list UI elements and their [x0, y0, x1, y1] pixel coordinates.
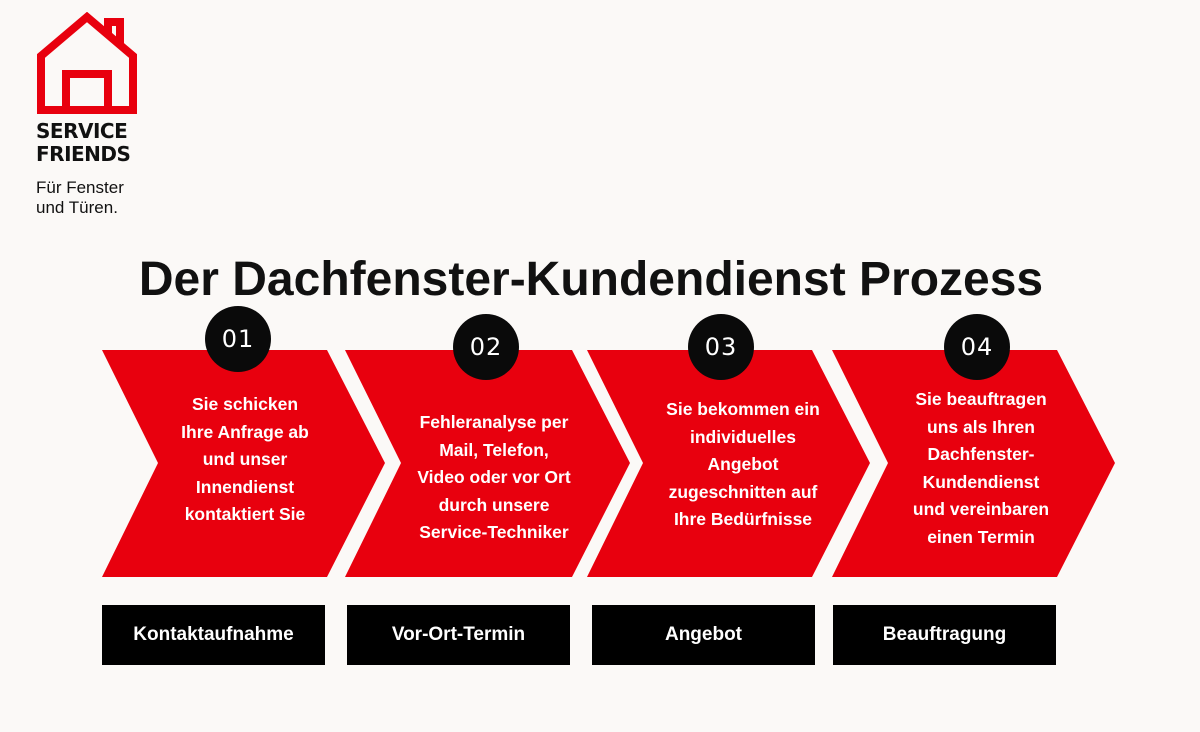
step-4-number-badge: 04 [944, 314, 1010, 380]
step-3-number-badge: 03 [688, 314, 754, 380]
step-1-label: Kontaktaufnahme [102, 605, 325, 665]
step-2-label: Vor-Ort-Termin [347, 605, 570, 665]
step-4-description: Sie beauftragen uns als Ihren Dachfenster- Kundendienst und vereinbaren einen Termin [912, 389, 1050, 547]
step-3-label: Angebot [592, 605, 815, 665]
step-2-number-badge: 02 [453, 314, 519, 380]
step-4-label: Beauftragung [833, 605, 1056, 665]
tagline-line-2: und Türen. [36, 198, 118, 217]
step-1-description: Sie schicken Ihre Anfrage ab und unser Innendienst kontaktiert Sie [181, 394, 309, 524]
tagline-line-1: Für Fenster [36, 178, 124, 197]
page-title: Der Dachfenster-Kundendienst Prozess [138, 253, 1044, 306]
brand-line-1: SERVICE [36, 119, 128, 143]
step-1-number-badge: 01 [205, 306, 271, 372]
step-2-description: Fehleranalyse per Mail, Telefon, Video oder vor Ort durch unsere Service-Techniker [417, 412, 571, 542]
step-3-description: Sie bekommen ein individuelles Angebot zugeschnitten auf Ihre Bedürfnisse [666, 399, 820, 529]
brand-line-2: FRIENDS [36, 142, 131, 166]
